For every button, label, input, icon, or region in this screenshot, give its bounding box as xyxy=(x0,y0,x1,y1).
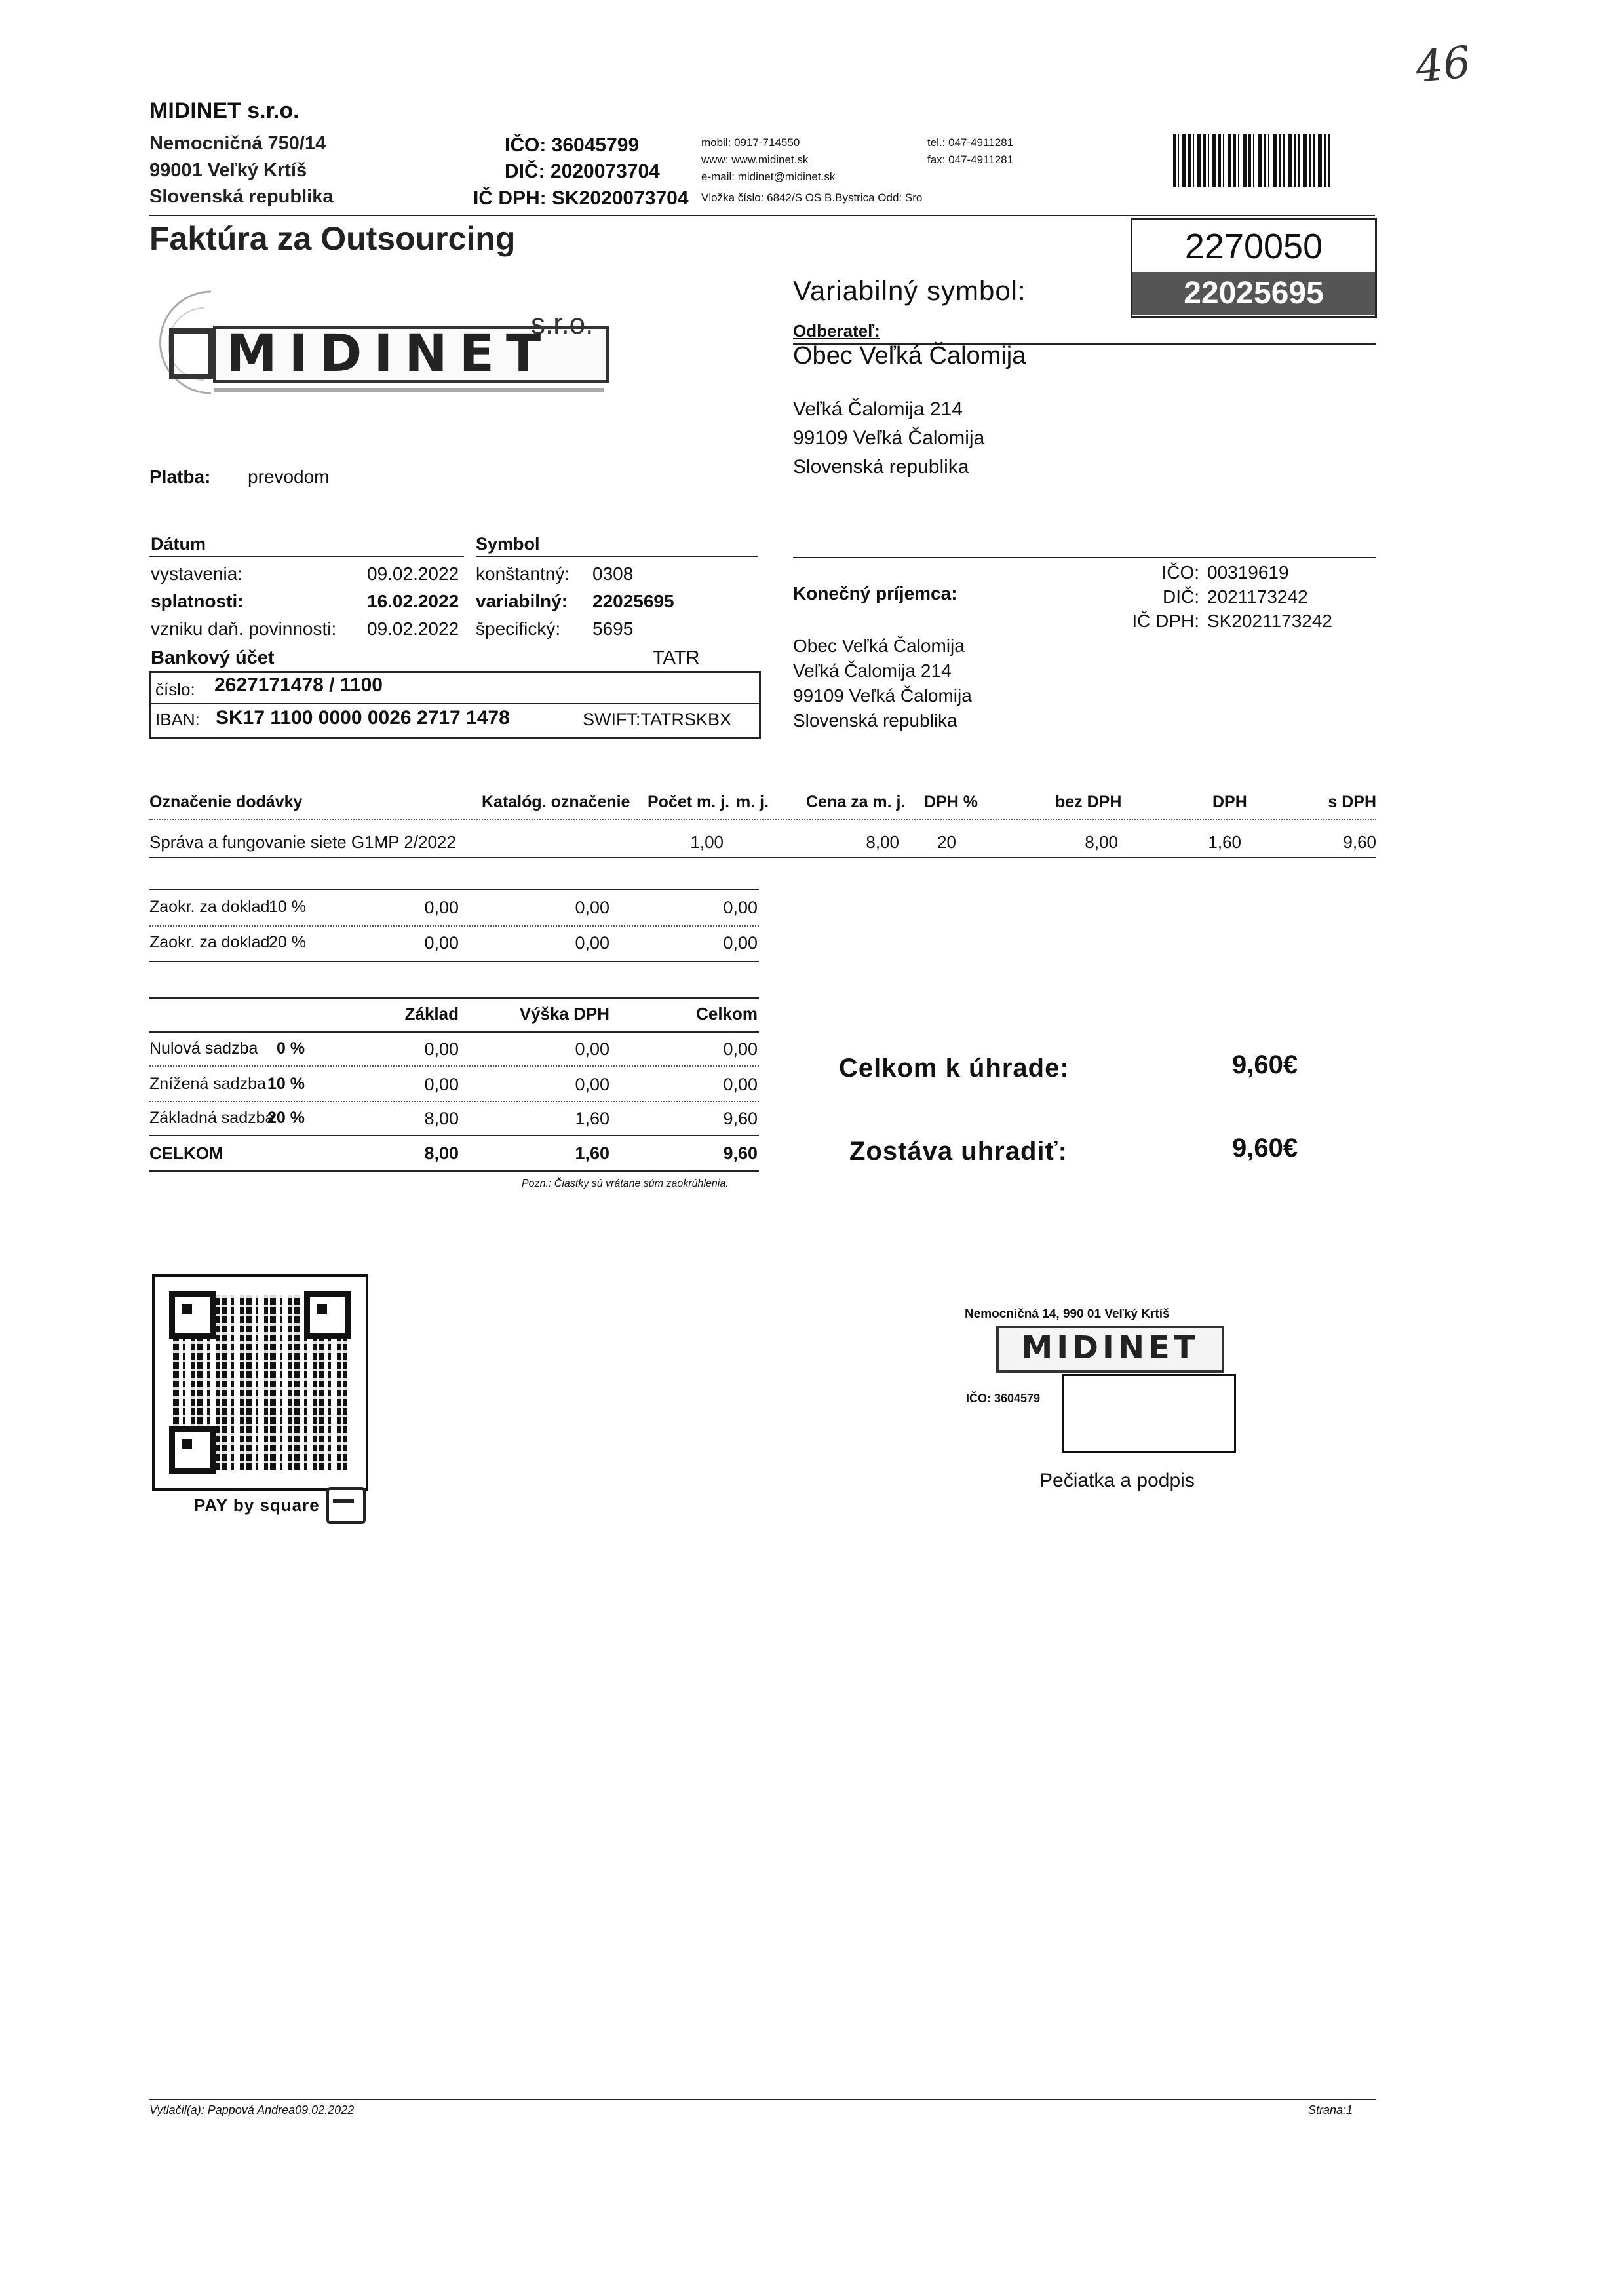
items-header-line xyxy=(149,819,1376,820)
vat-row-base: 0,00 xyxy=(424,1075,459,1094)
vat-total-vat: 1,60 xyxy=(575,1143,609,1163)
supplier-ico: IČO: 36045799 xyxy=(505,134,640,156)
supplier-registration: Vložka číslo: 6842/S OS B.Bystrica Odd: Sro xyxy=(701,191,923,204)
bank-number-label: číslo: xyxy=(155,679,195,699)
stamp-logo: MIDINET xyxy=(996,1326,1224,1373)
recipient-ico: 00319619 xyxy=(1207,562,1289,583)
col-vat: DPH xyxy=(1212,793,1247,811)
item-qty: 1,00 xyxy=(690,832,724,852)
supplier-icdph: IČ DPH: SK2020073704 xyxy=(473,187,689,209)
col-vat-pct: DPH % xyxy=(924,793,978,811)
col-qty: Počet m. j. xyxy=(648,793,730,811)
logo-suffix: s.r.o. xyxy=(531,308,594,340)
customer-country: Slovenská republika xyxy=(793,456,969,478)
vat-row-label: Znížená sadzba xyxy=(149,1075,266,1093)
recipient-street: Veľká Čalomija 214 xyxy=(793,660,952,681)
due-date-label: splatnosti: xyxy=(151,591,244,611)
item-gross: 9,60 xyxy=(1343,832,1376,852)
item-vat: 1,60 xyxy=(1208,832,1241,852)
supplier-fax: fax: 047-4911281 xyxy=(927,153,1014,166)
rounding-a: 0,00 xyxy=(424,933,459,953)
redaction-box xyxy=(1062,1374,1236,1453)
bank-box-divider xyxy=(151,703,759,704)
vat-row-line xyxy=(149,1065,759,1067)
col-catalog: Katalóg. označenie xyxy=(482,793,630,811)
supplier-mobil: mobil: 0917-714550 xyxy=(701,136,800,149)
vat-row-rate: 10 % xyxy=(267,1075,305,1093)
page-number: Strana:1 xyxy=(1308,2103,1353,2116)
recipient-label: Konečný príjemca: xyxy=(793,583,957,603)
supplier-street: Nemocničná 750/14 xyxy=(149,133,326,154)
header-divider xyxy=(149,215,1375,216)
customer-city: 99109 Veľká Čalomija xyxy=(793,427,985,449)
handwritten-page-number: 46 xyxy=(1413,36,1473,93)
const-symbol-label: konštantný: xyxy=(476,564,570,584)
stamp-address: Nemocničná 14, 990 01 Veľký Krtíš xyxy=(965,1307,1170,1321)
recipient-name: Obec Veľká Čalomija xyxy=(793,636,965,656)
invoice-number-box xyxy=(1131,218,1377,318)
vat-col-total: Celkom xyxy=(696,1004,758,1024)
vat-row-label: Nulová sadzba xyxy=(149,1039,258,1058)
rounding-b: 0,00 xyxy=(575,898,609,917)
vat-row-label: Základná sadzba xyxy=(149,1109,275,1127)
col-gross: s DPH xyxy=(1328,793,1376,811)
item-vat-pct: 20 xyxy=(937,832,956,852)
symbols-header-line xyxy=(476,556,758,557)
supplier-tel: tel.: 047-4911281 xyxy=(927,136,1014,149)
vat-row-total: 9,60 xyxy=(723,1109,758,1128)
payment-label: Platba: xyxy=(149,467,211,487)
symbols-header: Symbol xyxy=(476,534,540,554)
recipient-icdph-label: IČ DPH: xyxy=(1132,611,1199,631)
customer-street: Veľká Čalomija 214 xyxy=(793,398,963,420)
vat-row-base: 8,00 xyxy=(424,1109,459,1128)
vat-row-vat: 0,00 xyxy=(575,1075,609,1094)
to-pay-label: Celkom k úhrade: xyxy=(839,1054,1070,1082)
vat-row-line xyxy=(149,1101,759,1102)
dates-header: Dátum xyxy=(151,534,206,554)
logo-wordmark: MIDINET xyxy=(226,324,553,383)
customer-name: Obec Veľká Čalomija xyxy=(793,342,1026,370)
recipient-divider xyxy=(793,557,1376,558)
due-date: 16.02.2022 xyxy=(367,591,459,611)
rounding-label: Zaokr. za doklad xyxy=(149,933,270,951)
item-desc: Správa a fungovanie siete G1MP 2/2022 xyxy=(149,832,456,852)
item-net: 8,00 xyxy=(1085,832,1118,852)
spec-symbol: 5695 xyxy=(592,619,634,639)
var-symbol: 22025695 xyxy=(592,591,674,611)
recipient-country: Slovenská republika xyxy=(793,710,957,731)
supplier-country: Slovenská republika xyxy=(149,186,334,207)
vat-total-total: 9,60 xyxy=(723,1143,758,1163)
customer-label: Odberateľ: xyxy=(793,321,880,341)
remaining-label: Zostáva uhradiť: xyxy=(849,1137,1068,1166)
recipient-dic: 2021173242 xyxy=(1207,586,1308,607)
barcode xyxy=(1173,134,1330,187)
supplier-dic: DIČ: 2020073704 xyxy=(505,161,660,182)
rounding-label: Zaokr. za doklad xyxy=(149,898,270,916)
vat-total-label: CELKOM xyxy=(149,1143,223,1163)
swift: SWIFT:TATRSKBX xyxy=(583,710,732,729)
issue-date: 09.02.2022 xyxy=(367,564,459,584)
vat-col-base: Základ xyxy=(404,1004,459,1024)
spec-symbol-label: špecifický: xyxy=(476,619,561,639)
vat-total-line xyxy=(149,1135,759,1136)
item-price: 8,00 xyxy=(866,832,899,852)
var-symbol-label: variabilný: xyxy=(476,591,568,611)
iban-label: IBAN: xyxy=(155,710,200,729)
col-net: bez DPH xyxy=(1055,793,1122,811)
tax-date: 09.02.2022 xyxy=(367,619,459,639)
rounding-rate: 10 % xyxy=(269,898,306,916)
vat-top-line xyxy=(149,997,759,999)
vat-row-total: 0,00 xyxy=(723,1039,758,1059)
payment-qr-code xyxy=(152,1274,368,1491)
rounding-a: 0,00 xyxy=(424,898,459,917)
invoice-number: 2270050 xyxy=(1184,227,1323,266)
rounding-top-line xyxy=(149,889,759,890)
supplier-city: 99001 Veľký Krtíš xyxy=(149,160,307,181)
issue-date-label: vystavenia: xyxy=(151,564,243,584)
variable-symbol-badge: 22025695 xyxy=(1132,272,1375,315)
vat-total-base: 8,00 xyxy=(424,1143,459,1163)
vat-row-vat: 0,00 xyxy=(575,1039,609,1059)
const-symbol: 0308 xyxy=(592,564,634,584)
vat-col-vat: Výška DPH xyxy=(519,1004,609,1024)
rounding-mid-line xyxy=(149,925,759,927)
stamp-caption: Pečiatka a podpis xyxy=(1039,1470,1195,1491)
vat-header-line xyxy=(149,1031,759,1033)
recipient-city: 99109 Veľká Čalomija xyxy=(793,685,972,706)
vat-note: Pozn.: Čiastky sú vrátane súm zaokrúhlenia. xyxy=(522,1178,729,1189)
recipient-ico-label: IČO: xyxy=(1161,562,1199,583)
bank-box xyxy=(149,671,761,739)
rounding-b: 0,00 xyxy=(575,933,609,953)
rounding-c: 0,00 xyxy=(723,933,758,953)
bank-code: TATR xyxy=(653,647,700,668)
supplier-name: MIDINET s.r.o. xyxy=(149,98,300,123)
card-icon xyxy=(326,1487,366,1524)
vat-row-rate: 0 % xyxy=(277,1039,305,1058)
vat-row-base: 0,00 xyxy=(424,1039,459,1059)
recipient-icdph: SK2021173242 xyxy=(1207,611,1332,631)
supplier-www: www: www.midinet.sk xyxy=(701,153,809,166)
payment-value: prevodom xyxy=(248,467,330,487)
recipient-dic-label: DIČ: xyxy=(1163,586,1199,607)
footer-line xyxy=(149,2099,1376,2100)
variable-symbol-label: Variabilný symbol: xyxy=(793,275,1026,306)
items-bottom-line xyxy=(149,857,1376,858)
col-price: Cena za m. j. xyxy=(806,793,906,811)
vat-row-rate: 20 % xyxy=(267,1109,305,1127)
stamp-ico: IČO: 3604579 xyxy=(966,1392,1041,1405)
to-pay-value: 9,60€ xyxy=(1232,1050,1298,1079)
vat-row-total: 0,00 xyxy=(723,1075,758,1094)
bank-label: Bankový účet xyxy=(151,647,275,668)
rounding-c: 0,00 xyxy=(723,898,758,917)
supplier-email: e-mail: midinet@midinet.sk xyxy=(701,170,836,183)
col-unit: m. j. xyxy=(736,793,769,811)
document-title: Faktúra za Outsourcing xyxy=(149,220,516,257)
vat-bottom-line xyxy=(149,1170,759,1172)
rounding-rate: 20 % xyxy=(269,933,306,951)
iban: SK17 1100 0000 0026 2717 1478 xyxy=(216,707,510,729)
pay-by-square-label: PAY by square xyxy=(194,1495,320,1515)
vat-row-vat: 1,60 xyxy=(575,1109,609,1128)
dates-header-line xyxy=(149,556,464,557)
col-desc: Označenie dodávky xyxy=(149,793,303,811)
tax-date-label: vzniku daň. povinnosti: xyxy=(151,619,337,639)
rounding-bottom-line xyxy=(149,961,759,962)
printed-by: Vytlačil(a): Pappová Andrea09.02.2022 xyxy=(149,2103,355,2116)
remaining-value: 9,60€ xyxy=(1232,1134,1298,1162)
bank-number: 2627171478 / 1100 xyxy=(214,674,383,696)
